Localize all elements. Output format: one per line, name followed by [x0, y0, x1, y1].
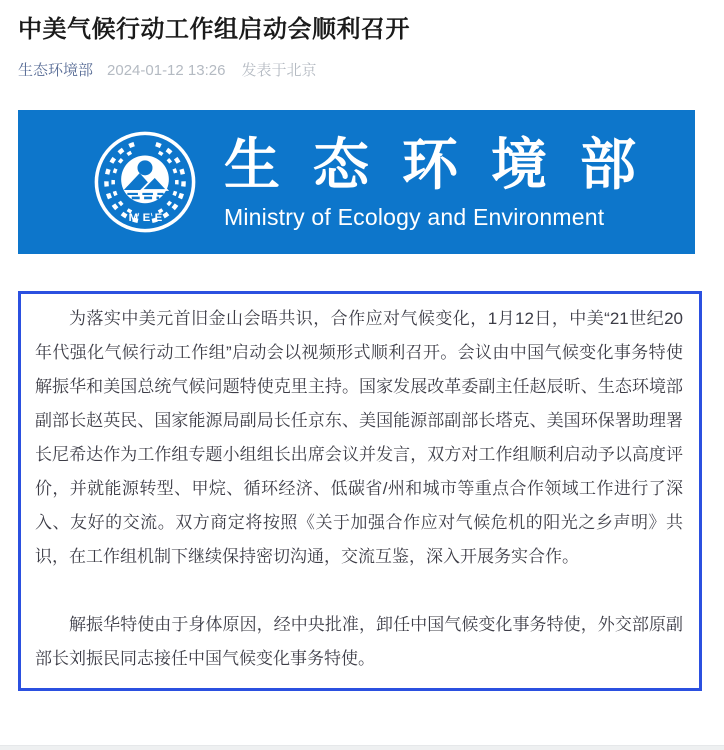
- article-body-box: [18, 291, 702, 691]
- article-paragraph: 为落实中美元首旧金山会晤共识，合作应对气候变化，1月12日，中美“21世纪20年代强化气候行动工作组”启动会以视频形式顺利召开。会议由中国气候变化事务特使解振华和美国总统气候问题特使克里主持。国家发展改革委副主任赵辰昕、生态环境部副部长赵英民、国家能源局副局长任京东、美国能源部副部长塔克、美国环保署助理署长尼希达作为工作组专题小组组长出席会议并发言，双方对工作组顺利启动予以高度评价，并就能源转型、甲烷、循环经济、低碳省/州和城市等重点合作领域工作进行了深入、友好的交流。双方商定将按照《关于加强合作应对气候危机的阳光之乡声明》共识，在工作组机制下继续保持密切沟通，交流互鉴，深入开展务实合作。: [35, 309, 683, 566]
- banner-org-text: [224, 132, 669, 230]
- article-paragraph: 解振华特使由于身体原因，经中央批准，卸任中国气候变化事务特使，外交部原副部长刘振民同志接任中国气候变化事务特使。: [35, 615, 683, 668]
- account-link[interactable]: 生态环境部: [18, 62, 94, 79]
- banner-org-name-en: Ministry of Ecology and Environment: [224, 203, 605, 230]
- page-title: 中美气候行动工作组启动会顺利召开: [18, 16, 410, 43]
- ministry-banner: [18, 110, 695, 254]
- mee-logo-icon: [92, 129, 198, 235]
- banner-org-name-cn: 生态环境部: [224, 132, 669, 196]
- mee-logo-text: MEE: [128, 211, 167, 224]
- byline: [0, 46, 724, 81]
- publish-location: 发表于北京: [241, 62, 317, 79]
- publish-timestamp: 2024-01-12 13:26: [107, 62, 226, 79]
- bottom-section-divider: [0, 745, 724, 750]
